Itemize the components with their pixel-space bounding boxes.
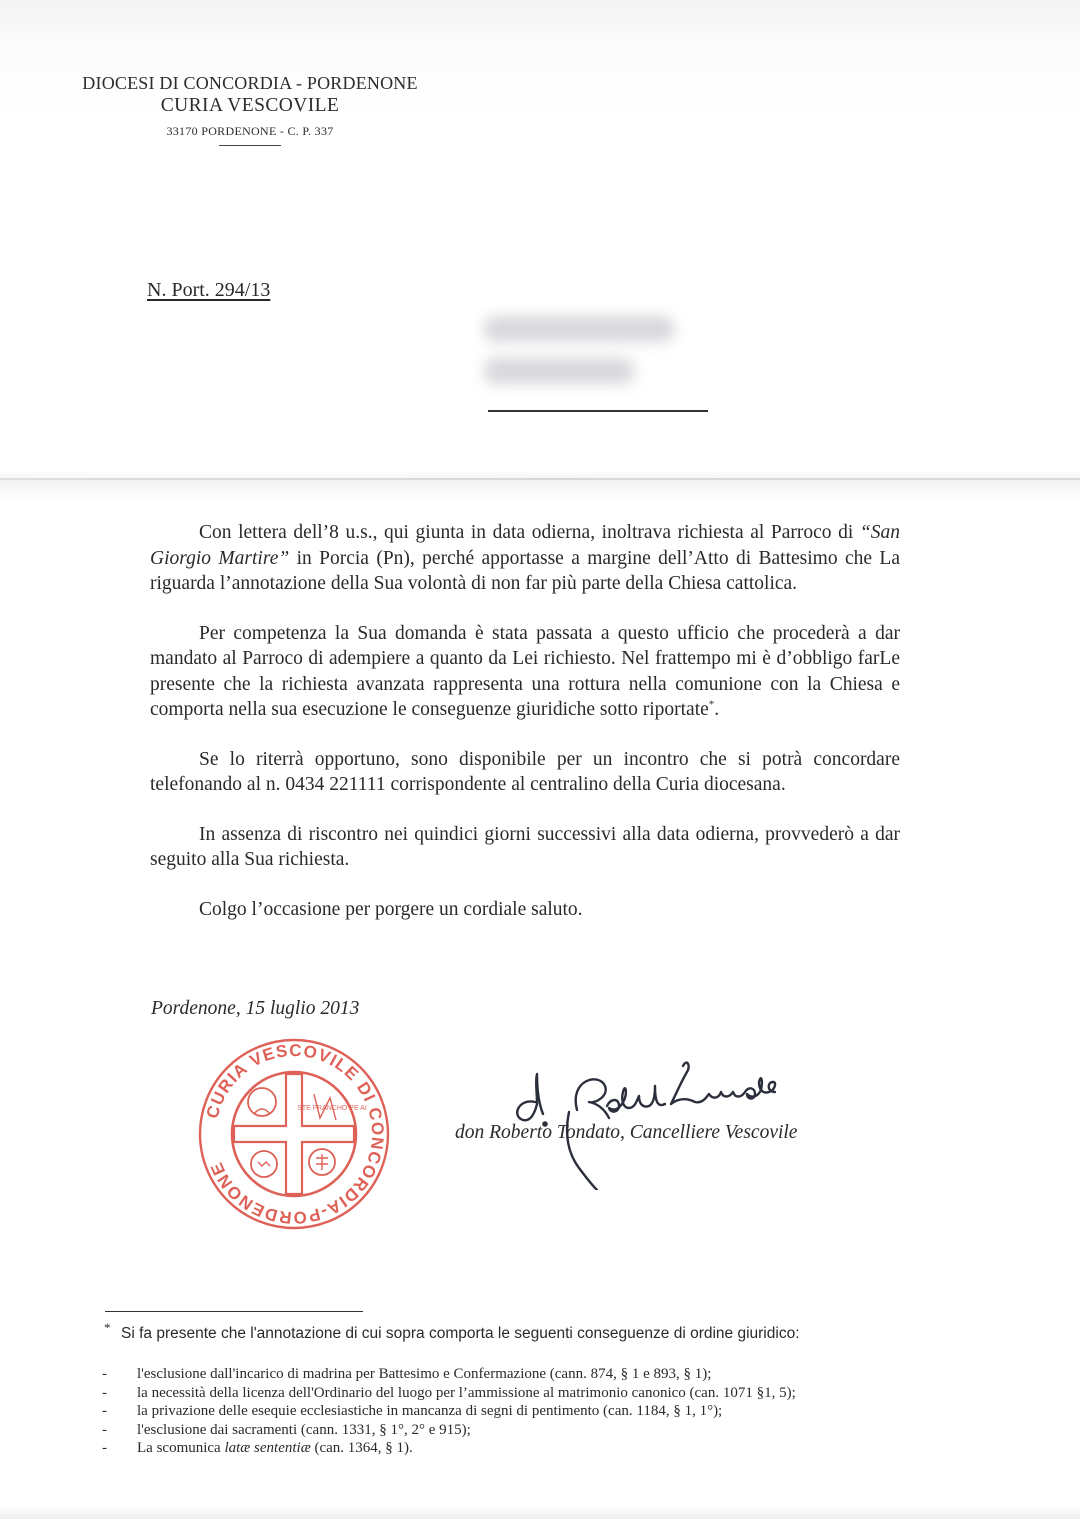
body-paragraph-5: Colgo l’occasione per porgere un cordiale saluto.	[199, 898, 583, 920]
footnote-consequences-list	[102, 1365, 922, 1458]
body-paragraph-2	[150, 621, 900, 723]
list-dash: -	[102, 1366, 107, 1382]
list-dash: -	[102, 1440, 107, 1456]
list-dash: -	[102, 1421, 107, 1438]
paper-fold-line	[0, 478, 1080, 480]
letterhead-curia: CURIA VESCOVILE	[160, 95, 340, 116]
list-dash: -	[102, 1384, 107, 1401]
list-item-text: la necessità della licenza dell'Ordinario del luogo per l’ammissione al matrimonio canonico (can. 1071 §1, 5);	[137, 1384, 796, 1401]
letterhead-diocese: DIOCESI DI CONCORDIA - PORDENONE	[82, 73, 418, 93]
letterhead-rule	[219, 145, 281, 146]
list-item-text-b: (can. 1364, § 1).	[310, 1440, 413, 1456]
list-item-text: l'esclusione dai sacramenti (cann. 1331, § 1°, 2° e 915);	[137, 1421, 471, 1438]
letterhead	[60, 72, 440, 146]
body-paragraph-1-text-a: Con lettera dell’8 u.s., qui giunta in data odierna, inoltrava richiesta al Parroco di	[199, 522, 860, 543]
protocol-number: N. Port. 294/13	[147, 279, 271, 301]
list-item	[102, 1421, 922, 1440]
body-paragraph-3: Se lo riterrà opportuno, sono disponibile per un incontro che si potrà concordare telefonando al n. 0434 221111 corrispondente al centralino della Curia diocesana.	[150, 748, 900, 795]
list-item-text: l'esclusione dall'incarico di madrina per Battesimo e Confermazione (cann. 874, § 1 e 893, § 1);	[137, 1366, 712, 1382]
list-item-text-a: La scomunica	[137, 1440, 225, 1456]
body-paragraph-2-end: .	[714, 699, 720, 720]
list-dash: -	[102, 1403, 107, 1419]
recipient-underline	[488, 410, 708, 412]
footnote-intro: Si fa presente che l'annotazione di cui sopra comporta le seguenti conseguenze di ordine giuridico:	[121, 1325, 800, 1342]
redacted-recipient-line-2	[484, 358, 634, 384]
redacted-recipient	[478, 312, 718, 400]
body-paragraph-1	[150, 520, 900, 597]
footnote-reference-mark: *	[708, 698, 715, 711]
signer-name-title: don Roberto Tondato, Cancelliere Vescovile	[455, 1122, 798, 1143]
redacted-recipient-line-1	[484, 316, 674, 342]
list-item-text	[137, 1439, 413, 1458]
place-and-date: Pordenone, 15 luglio 2013	[151, 998, 360, 1019]
latin-term: latæ sententiæ	[224, 1440, 311, 1456]
parish-name: “San Giorgio Martire”	[150, 522, 900, 569]
footnote-mark: *	[104, 1320, 111, 1335]
list-item-text: la privazione delle esequie ecclesiastiche in mancanza di segni di pentimento (can. 1184, § 1, 1°);	[137, 1403, 723, 1419]
list-item	[102, 1384, 922, 1403]
body-paragraph-2-text: Per competenza la Sua domanda è stata passata a questo ufficio che procederà a dar mandato al Parroco di adempiere a quanto da Lei richiesto. Nel frattempo mi è d’obbligo farLe presente che la richiesta avanzata rappresenta una rottura nella comunione con la Chiesa e comporta nella sua esecuzione le conseguenze giuridiche sotto riportate	[150, 622, 900, 720]
body-paragraph-4: In assenza di riscontro nei quindici giorni successivi alla data odierna, provvederò a dar seguito alla Sua richiesta.	[150, 823, 900, 870]
list-item	[102, 1439, 922, 1458]
curia-seal-stamp	[196, 1036, 392, 1232]
letterhead-address: 33170 PORDENONE - C. P. 337	[166, 124, 334, 138]
seal-legend-path: CURIA VESCOVILE DI CONCORDIA-PORDENONE	[202, 1040, 388, 1228]
letter-body	[150, 520, 900, 922]
seal-inner-text: STE FRANCHO PE AI	[297, 1105, 367, 1112]
list-item	[102, 1365, 922, 1384]
list-item	[102, 1402, 922, 1421]
body-paragraph-1-text-b: in Porcia (Pn), perché apportasse a margine dell’Atto di Battesimo che La riguarda l’annotazione della Sua volontà di non far più parte della Chiesa cattolica.	[150, 547, 900, 594]
seal-legend	[203, 1041, 388, 1227]
footnote-separator	[105, 1311, 363, 1312]
handwritten-signature	[505, 1050, 825, 1190]
